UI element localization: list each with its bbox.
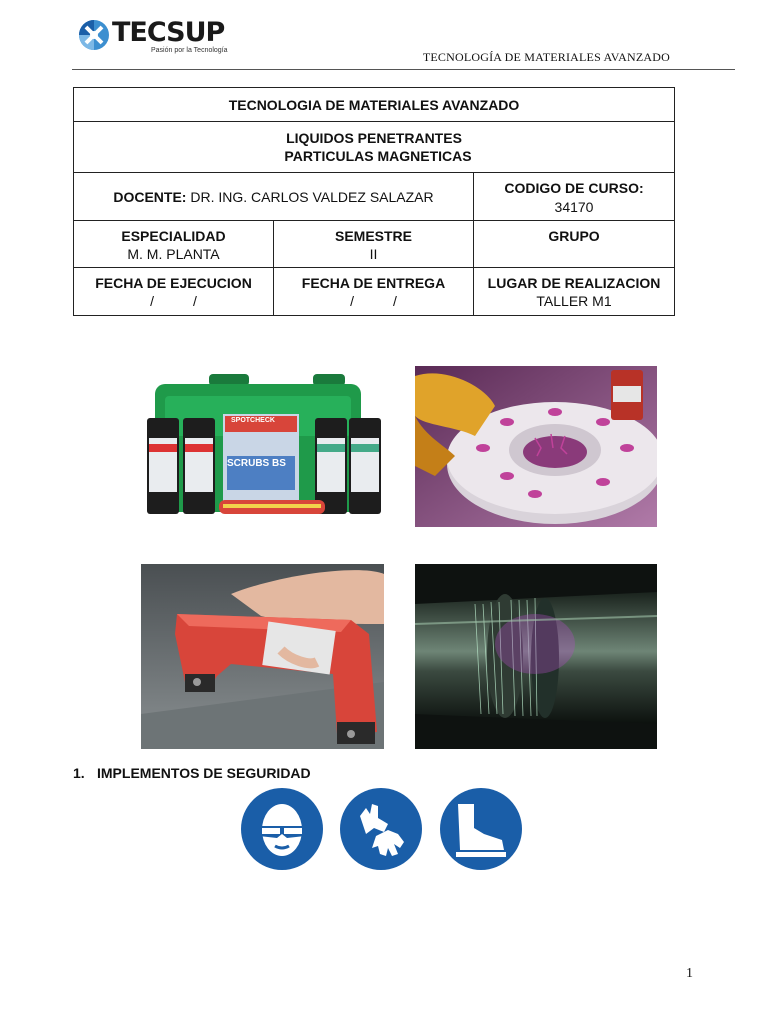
shaft-magnetic-particles-photo bbox=[415, 564, 657, 749]
safety-gloves-icon bbox=[336, 784, 426, 874]
fecha-entrega-label: FECHA DE ENTREGA bbox=[301, 275, 446, 291]
codigo-value: 34170 bbox=[554, 199, 594, 215]
fecha-ejecucion-value: / / bbox=[150, 293, 197, 309]
safety-goggles-icon bbox=[237, 784, 327, 874]
section-title: IMPLEMENTOS DE SEGURIDAD bbox=[97, 765, 311, 781]
semestre-label: SEMESTRE bbox=[334, 228, 412, 244]
topic-line-1: LIQUIDOS PENETRANTES bbox=[286, 130, 462, 146]
fecha-ejecucion-label: FECHA DE EJECUCION bbox=[95, 275, 252, 291]
codigo-cell bbox=[474, 173, 675, 221]
docente-label: DOCENTE: bbox=[113, 188, 187, 205]
topic-line-2: PARTICULAS MAGNETICAS bbox=[284, 148, 472, 164]
semestre-value: II bbox=[369, 246, 378, 262]
especialidad-value: M. M. PLANTA bbox=[127, 246, 220, 262]
running-header: TECNOLOGÍA DE MATERIALES AVANZADO bbox=[422, 50, 670, 64]
logo-slogan: Pasión por la Tecnología bbox=[151, 47, 228, 54]
course-info-table bbox=[73, 87, 675, 316]
logo-wordmark: TECSUP bbox=[112, 17, 225, 48]
fecha-ejecucion-cell bbox=[74, 268, 274, 316]
lugar-value: TALLER M1 bbox=[536, 293, 612, 309]
fecha-entrega-value: / / bbox=[350, 293, 397, 309]
flange-penetrant-photo bbox=[415, 366, 657, 527]
docente-value: DR. ING. CARLOS VALDEZ SALAZAR bbox=[190, 188, 434, 205]
semestre-cell bbox=[274, 221, 474, 268]
penetrant-kit-photo bbox=[141, 366, 384, 527]
especialidad-label: ESPECIALIDAD bbox=[121, 228, 226, 244]
course-title: TECNOLOGIA DE MATERIALES AVANZADO bbox=[228, 96, 520, 113]
section-number: 1. bbox=[73, 765, 85, 781]
docente-cell bbox=[74, 173, 474, 221]
kit-card-label: SCRUBS BS bbox=[227, 458, 286, 469]
header-rule bbox=[72, 69, 735, 70]
safety-boots-icon bbox=[436, 784, 526, 874]
grupo-label: GRUPO bbox=[548, 228, 600, 244]
fecha-entrega-cell bbox=[274, 268, 474, 316]
especialidad-cell bbox=[74, 221, 274, 268]
page-number: 1 bbox=[686, 966, 693, 981]
grupo-cell bbox=[474, 221, 675, 268]
section-heading bbox=[73, 765, 311, 781]
lugar-cell bbox=[474, 268, 675, 316]
course-title-cell bbox=[74, 88, 675, 122]
magnetic-yoke-photo bbox=[141, 564, 384, 749]
codigo-label: CODIGO DE CURSO: bbox=[504, 180, 644, 196]
lugar-label: LUGAR DE REALIZACION bbox=[487, 275, 661, 291]
kit-case-label: SPOTCHECK bbox=[231, 417, 275, 424]
topic-cell bbox=[74, 122, 675, 173]
